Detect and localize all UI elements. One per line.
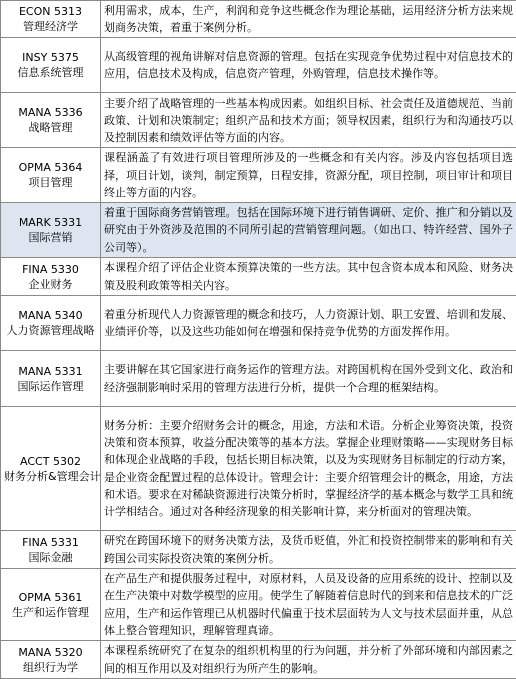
course-code-cell	[1, 641, 101, 679]
course-name: 组织行为学	[4, 660, 97, 675]
course-code-cell	[1, 569, 101, 641]
course-description: 本课程介绍了评估企业资本预算决策的一些方法。其中包含资本成本和风险、财务决策及股利政策等相关内容。	[101, 258, 516, 296]
course-code: FINA 5330	[4, 262, 97, 277]
course-code: ECON 5313	[4, 4, 97, 19]
course-row	[1, 38, 516, 93]
course-name: 信息系统管理	[4, 65, 97, 80]
course-name: 国际运作管理	[4, 379, 97, 394]
course-description: 本课程系统研究了在复杂的组织机构里的行为问题，并分析了外部环境和内部因素之间的相互作用以及对组织行为所产生的影响。	[101, 641, 516, 679]
course-description: 主要介绍了战略管理的一些基本构成因素。如组织目标、社会责任及道德规范、当前政策、计划和决策制定；组织产品和技术方面；领导权因素，组织行为和沟通技巧以及控制因素和绩效评估等方面的内容。	[101, 93, 516, 148]
course-name: 国际营销	[4, 230, 97, 245]
course-description: 课程涵盖了有效进行项目管理所涉及的一些概念和有关内容。涉及内容包括项目选择，项目计划，谈判，制定预算，日程安排，资源分配，项目控制，项目审计和项目终止等方面的内容。	[101, 148, 516, 203]
course-code-cell	[1, 407, 101, 531]
course-code: MANA 5320	[4, 645, 97, 660]
course-code: MANA 5340	[4, 308, 97, 323]
course-name: 财务分析&管理会计	[4, 469, 97, 484]
course-row	[1, 296, 516, 351]
course-name: 战略管理	[4, 120, 97, 135]
course-code-cell	[1, 258, 101, 296]
course-code-cell	[1, 148, 101, 203]
course-description: 着重于国际商务营销管理。包括在国际环境下进行销售调研、定价、推广和分销以及研究由于外资涉及范围的不同所引起的营销管理问题。（如出口、特许经营、国外子公司等）。	[101, 203, 516, 258]
course-description: 主要讲解在其它国家进行商务运作的管理方法。对跨国机构在国外受到文化、政治和经济强制影响时采用的管理方法进行分析，提供一个合理的框架结构。	[101, 351, 516, 407]
course-code-cell	[1, 203, 101, 258]
course-code: ACCT 5302	[4, 454, 97, 469]
course-row	[1, 148, 516, 203]
course-row	[1, 93, 516, 148]
course-description: 从高级管理的视角讲解对信息资源的管理。包括在实现竞争优势过程中对信息技术的应用，信息技术及构成，信息资产管理，外购管理，信息技术操作等。	[101, 38, 516, 93]
course-description: 在产品生产和提供服务过程中，对原材料，人员及设备的应用系统的设计、控制以及在生产决策中对数学模型的应用。使学生了解随着信息时代的到来和信息技术的广泛应用，生产和运作管理已从机器时代偏重于技术层面转为人文与技术层面并重，从总体上整合管理知识，理解管理真谛。	[101, 569, 516, 641]
course-code: MANA 5331	[4, 364, 97, 379]
course-description: 利用需求，成本，生产，利润和竞争这些概念作为理论基础，运用经济分析方法来规划商务决策，着重于案例分析。	[101, 1, 516, 38]
course-code-cell	[1, 531, 101, 569]
course-code-cell	[1, 38, 101, 93]
course-code: MARK 5331	[4, 215, 97, 230]
course-row	[1, 569, 516, 641]
course-row	[1, 351, 516, 407]
course-row	[1, 407, 516, 531]
course-name: 企业财务	[4, 277, 97, 292]
course-code: OPMA 5361	[4, 590, 97, 605]
course-name: 管理经济学	[4, 19, 97, 34]
course-code-cell	[1, 1, 101, 38]
course-code-cell	[1, 351, 101, 407]
course-name: 国际金融	[4, 550, 97, 565]
course-name: 人力资源管理战略	[4, 323, 97, 338]
course-row	[1, 641, 516, 679]
course-name: 项目管理	[4, 175, 97, 190]
course-description: 着重分析现代人力资源管理的概念和技巧，人力资源计划、职工安置、培训和发展、业绩评价等，以及这些功能如何在增强和保持竞争优势的方面发挥作用。	[101, 296, 516, 351]
course-row	[1, 1, 516, 38]
course-row	[1, 203, 516, 258]
course-description: 研究在跨国环境下的财务决策方法，及货币贬值，外汇和投资控制带来的影响和有关跨国公司实际投资决策的案例分析。	[101, 531, 516, 569]
course-code: INSY 5375	[4, 50, 97, 65]
course-code: MANA 5336	[4, 105, 97, 120]
course-row	[1, 531, 516, 569]
course-code-cell	[1, 296, 101, 351]
course-description: 财务分析：主要介绍财务会计的概念，用途，方法和术语。分析企业筹资决策，投资决策和资本预算，收益分配决策等的基本方法。掌握企业理财策略——实现财务目标和体现企业战略的手段，包括长期目标决策，以及为实现财务目标制定的行动方案，是企业资金配置过程的总体设计。管理会计：主要介绍管理会计的概念，用途，方法和术语。要求在对稀缺资源进行决策分析时，掌握经济学的基本概念与数学工具和统计学相结合。通过对各种经济现象的相关影响计算，来分析面对的管理决策。	[101, 407, 516, 531]
course-code: OPMA 5364	[4, 160, 97, 175]
course-code: FINA 5331	[4, 535, 97, 550]
course-code-cell	[1, 93, 101, 148]
course-name: 生产和运作管理	[4, 605, 97, 620]
course-row	[1, 258, 516, 296]
